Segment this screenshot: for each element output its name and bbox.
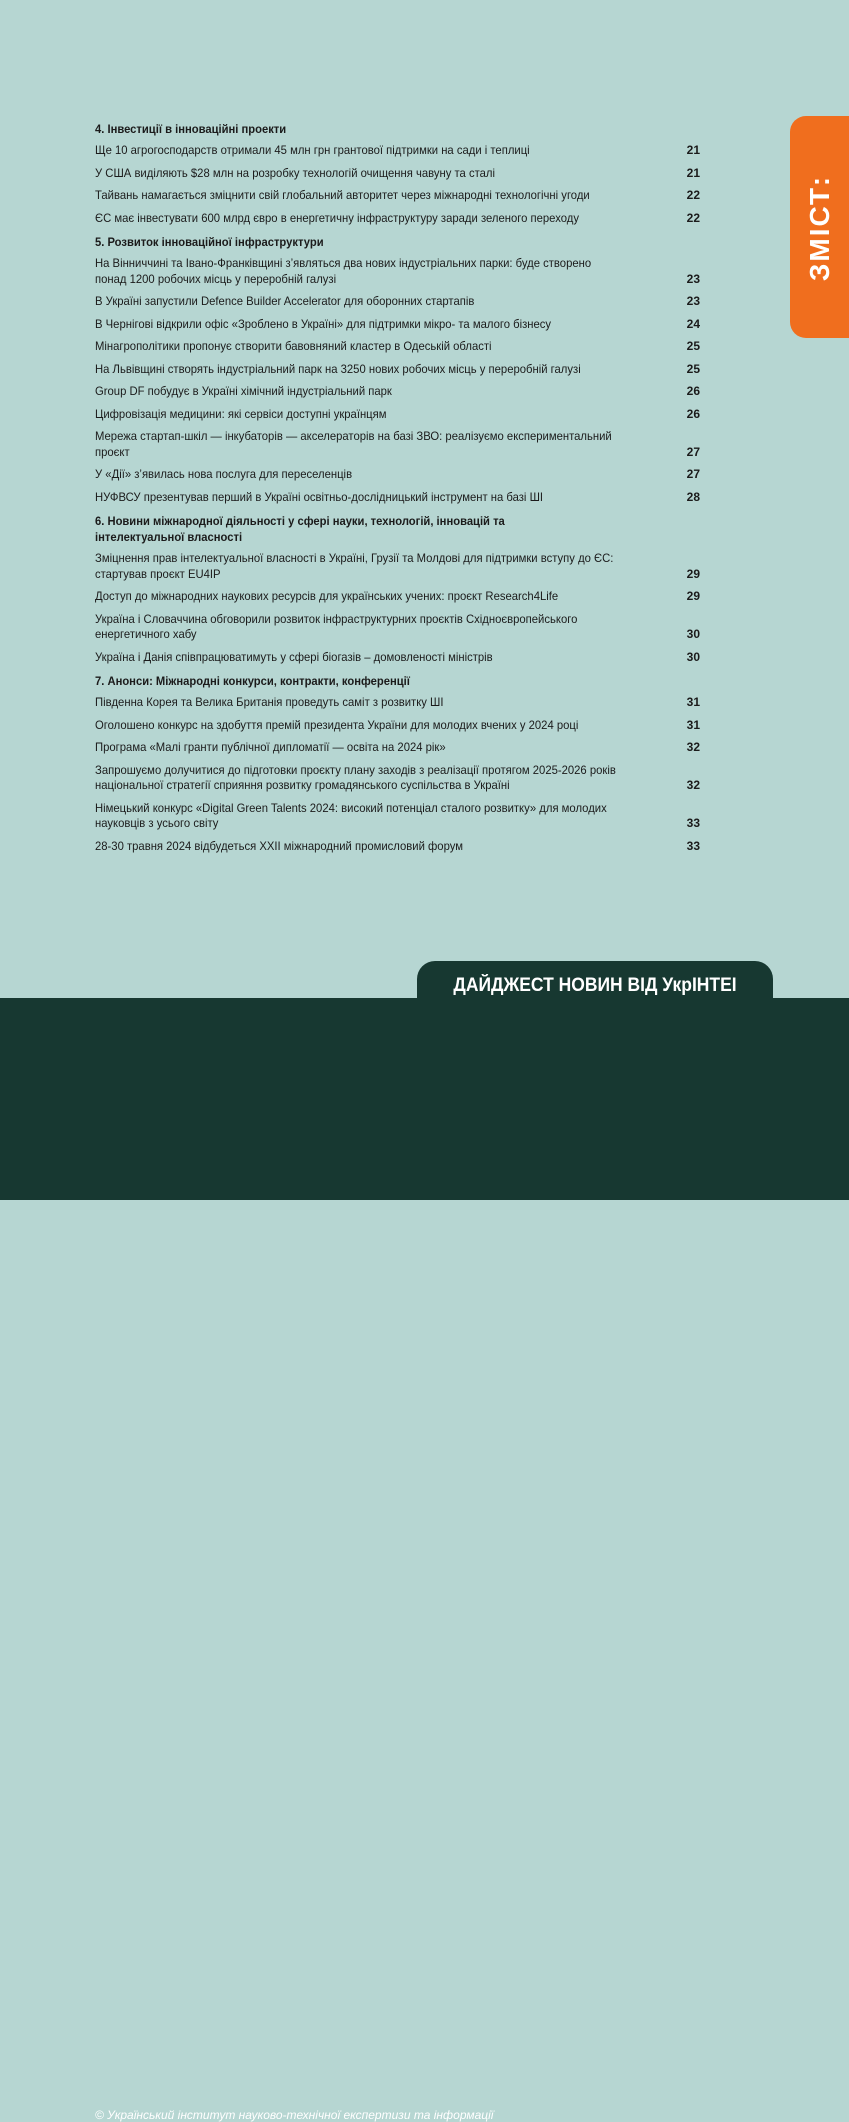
toc-entry-title: На Львівщині створять індустріальний парк на 3250 нових робочих місць у переробній галузі	[95, 361, 581, 376]
toc-entry-title: В Чернігові відкрили офіс «Зроблено в Україні» для підтримки мікро- та малого бізнесу	[95, 316, 552, 331]
toc-entry-title: Програма «Малі гранти публічної дипломатії — освіта на 2024 рік»	[95, 740, 446, 754]
toc-entry-page-number: 30	[686, 627, 700, 641]
toc-section	[95, 673, 700, 854]
toc-entry-page-number: 32	[686, 740, 700, 754]
toc-entry[interactable]	[95, 362, 700, 378]
toc-section	[95, 234, 700, 505]
digest-badge-label: ДАЙДЖЕСТ НОВИН ВІД УкрІНТЕІ	[453, 975, 737, 996]
toc-entry-title: Ще 10 агрогосподарств отримали 45 млн грн грантової підтримки на сади і теплиці	[95, 143, 530, 157]
toc-entry-title: Цифровізація медицини: які сервіси доступні українцям	[95, 406, 387, 421]
toc-entry[interactable]	[95, 718, 700, 734]
toc-entry-page-number: 31	[686, 695, 700, 709]
section-title: 4. Інвестиції в інноваційні проекти	[95, 122, 287, 136]
toc-entry-title: Мережа стартап-шкіл — інкубаторів — акселераторів на базі ЗВО: реалізуємо експериментальний проєкт	[95, 429, 612, 459]
section-title: 7. Анонси: Міжнародні конкурси, контракти, конференції	[95, 674, 410, 688]
toc-entry-title: На Вінниччині та Івано-Франківщині з’являться два нових індустріальних парки: буде створено понад 1200 робочих місць у переробній галузі	[95, 256, 592, 286]
toc-entry-page-number: 29	[686, 589, 700, 603]
footer-band	[0, 998, 849, 2122]
toc-entry[interactable]	[95, 612, 700, 643]
toc-entry-page-number: 23	[686, 294, 700, 308]
toc-entry[interactable]	[95, 384, 700, 400]
toc-entry[interactable]	[95, 839, 700, 855]
toc-entry-title: Тайвань намагається зміцнити свій глобальний авторитет через міжнародні технологічні угоди	[95, 188, 590, 202]
toc-entry-page-number: 22	[686, 188, 700, 202]
toc-entry-title: Україна і Словаччина обговорили розвиток інфраструктурних проєктів Східноєвропейського енергетичного хабу	[95, 611, 578, 641]
toc-entry-title: У «Дії» з’явилась нова послуга для переселенців	[95, 467, 353, 481]
toc-entry-page-number: 27	[686, 467, 700, 481]
toc-entry[interactable]	[95, 801, 700, 832]
toc-entry[interactable]	[95, 429, 700, 460]
toc-entry[interactable]	[95, 467, 700, 483]
toc-entry-page-number: 29	[686, 566, 700, 581]
toc-entry-page-number: 25	[686, 339, 700, 353]
toc-entry[interactable]	[95, 256, 700, 287]
toc-entry-page-number: 30	[686, 649, 700, 664]
toc-entry-title: Зміцнення прав інтелектуальної власності в Україні, Грузії та Молдові для підтримки вступу до ЄС: стартував проєкт EU4IP	[95, 551, 614, 581]
toc-entry-page-number: 33	[686, 838, 700, 853]
toc-entry[interactable]	[95, 211, 700, 227]
section-title: 6. Новини міжнародної діяльності у сфері науки, технологій, інновацій та інтелектуальної власності	[95, 514, 505, 544]
toc-entry-page-number: 27	[686, 444, 700, 459]
toc-entry-title: Оголошено конкурс на здобуття премій президента України для молодих вчених у 2024 році	[95, 717, 579, 732]
toc-entry[interactable]	[95, 339, 700, 355]
toc-entry[interactable]	[95, 407, 700, 423]
toc-entry-title: Південна Корея та Велика Британія проведуть саміт з розвитку ШІ	[95, 695, 444, 709]
section-title: 5. Розвиток інноваційної інфраструктури	[95, 235, 324, 249]
toc-section	[95, 121, 700, 226]
toc-entry-page-number: 26	[686, 384, 700, 398]
toc-section	[95, 513, 700, 665]
toc-entry-title: Group DF побудує в Україні хімічний індустріальний парк	[95, 384, 392, 398]
toc-entry-page-number: 23	[686, 271, 700, 286]
toc-entry-title: В Україні запустили Defence Builder Accelerator для оборонних стартапів	[95, 294, 475, 308]
toc-entry-page-number: 24	[686, 316, 700, 331]
toc-entry[interactable]	[95, 740, 700, 756]
toc-entry[interactable]	[95, 317, 700, 333]
toc-entry[interactable]	[95, 490, 700, 506]
toc-entry[interactable]	[95, 188, 700, 204]
toc-entry[interactable]	[95, 294, 700, 310]
toc-entry[interactable]	[95, 763, 700, 794]
toc-entry[interactable]	[95, 143, 700, 159]
table-of-contents	[95, 121, 700, 862]
toc-entry-title: Доступ до міжнародних наукових ресурсів для українських учених: проєкт Research4Life	[95, 589, 559, 603]
toc-entry-title: НУФВСУ презентував перший в Україні освітньо-дослідницький інструмент на базі ШІ	[95, 489, 544, 504]
toc-entry[interactable]	[95, 551, 700, 582]
toc-entry-title: ЄС має інвестувати 600 млрд євро в енергетичну інфраструктуру заради зеленого переходу	[95, 210, 579, 225]
toc-entry-page-number: 21	[686, 143, 700, 157]
toc-entry[interactable]	[95, 166, 700, 182]
toc-entry-page-number: 22	[686, 210, 700, 225]
toc-entry[interactable]	[95, 695, 700, 711]
toc-entry-page-number: 26	[686, 406, 700, 421]
copyright-text: © Український інститут науково-технічної експертизи та інформації	[95, 2108, 494, 2122]
toc-entry-title: Мінагрополітики пропонує створити бавовняний кластер в Одеській області	[95, 339, 492, 353]
digest-badge	[417, 961, 773, 1011]
toc-entry[interactable]	[95, 650, 700, 666]
toc-entry-title: Україна і Данія співпрацюватимуть у сфері біогазів – домовленості міністрів	[95, 649, 493, 664]
toc-entry-page-number: 28	[686, 489, 700, 504]
toc-entry-title: Німецький конкурс «Digital Green Talents 2024: високий потенціал сталого розвитку» для молодих науковців з усього світу	[95, 800, 607, 830]
toc-entry-title: Запрошуємо долучитися до підготовки проєкту плану заходів з реалізації протягом 2025-2026 років національної стратегії сприяння розвитку громадянського суспільства в Україні	[95, 762, 616, 792]
toc-entry-title: 28-30 травня 2024 відбудеться XXII міжнародний промисловий форум	[95, 838, 463, 853]
toc-entry-title: У США виділяють $28 млн на розробку технологій очищення чавуну та сталі	[95, 165, 495, 180]
toc-entry-page-number: 21	[686, 165, 700, 180]
toc-entry-page-number: 32	[686, 778, 700, 792]
toc-entry[interactable]	[95, 589, 700, 605]
toc-entry-page-number: 33	[686, 816, 700, 830]
toc-entry-page-number: 25	[686, 361, 700, 376]
contents-tab-label: ЗМІСТ:	[804, 174, 835, 282]
toc-entry-page-number: 31	[686, 717, 700, 732]
